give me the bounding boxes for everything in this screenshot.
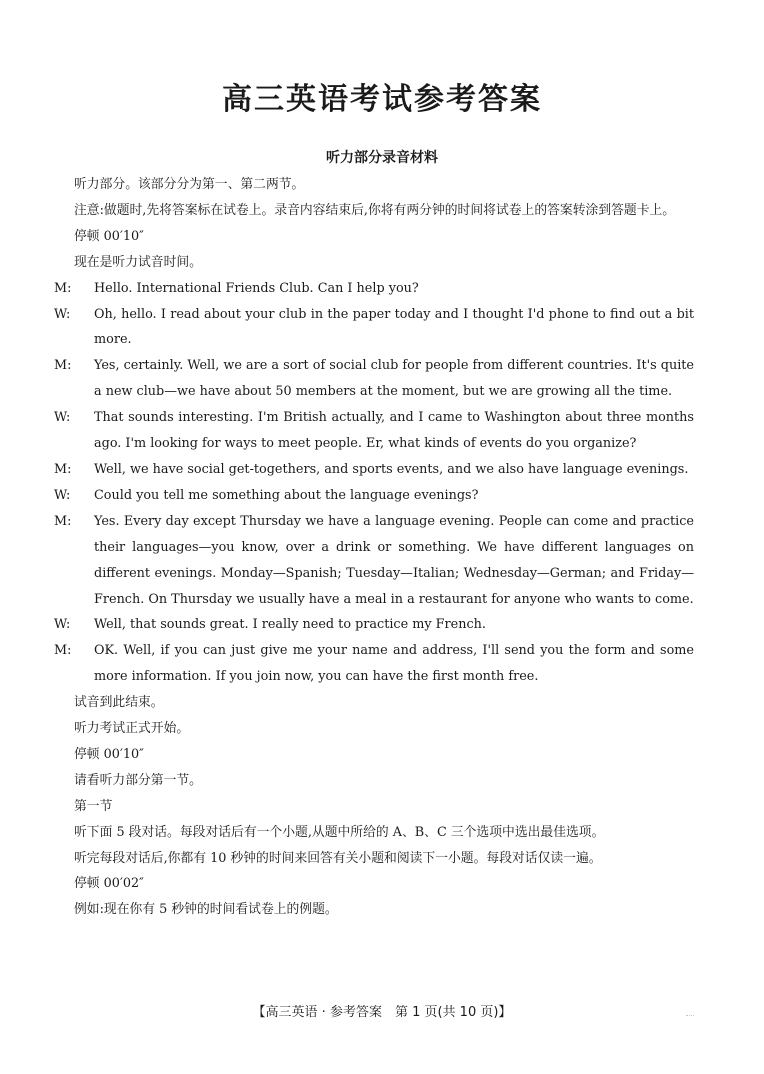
dialogue-line bbox=[54, 353, 694, 405]
transcript-body bbox=[54, 172, 694, 923]
dialogue-line bbox=[54, 638, 694, 690]
section-heading: 听力部分录音材料 bbox=[326, 150, 438, 166]
page-footer: 【高三英语 · 参考答案 第 1 页(共 10 页)】 bbox=[252, 1005, 512, 1020]
text-line: 听下面 5 段对话。每段对话后有一个小题,从题中所给的 A、B、C 三个选项中选出最佳选项。 bbox=[74, 824, 605, 840]
speaker-label: M: bbox=[54, 513, 72, 529]
dialogue-line bbox=[54, 405, 694, 457]
speaker-label: W: bbox=[54, 487, 71, 503]
text-line: 停顿 00′02″ bbox=[74, 876, 144, 892]
speaker-label: M: bbox=[54, 280, 72, 296]
dialogue-line bbox=[54, 612, 694, 638]
text-line: 注意:做题时,先将答案标在试卷上。录音内容结束后,你将有两分钟的时间将试卷上的答案转涂到答题卡上。 bbox=[74, 202, 676, 218]
dialogue-line bbox=[54, 457, 694, 483]
dialogue-text: OK. Well, if you can just give me your name and address, I'll send you the form and some more information. If you join now, you can have the first month free. bbox=[94, 643, 694, 685]
text-line: 试音到此结束。 bbox=[74, 695, 164, 711]
text-line: 请看听力部分第一节。 bbox=[74, 772, 202, 788]
dialogue-line bbox=[54, 302, 694, 354]
dialogue-line bbox=[54, 276, 694, 302]
dialogue-text: Yes, certainly. Well, we are a sort of social club for people from different countries. It's quite a new club—we have about 50 members at the moment, but we are growing all the time. bbox=[94, 358, 694, 400]
page-title: 高三英语考试参考答案 bbox=[222, 82, 542, 117]
text-line: 停顿 00′10″ bbox=[74, 228, 144, 244]
text-line: 听完每段对话后,你都有 10 秒钟的时间来回答有关小题和阅读下一小题。每段对话仅读一遍。 bbox=[74, 850, 602, 866]
speaker-label: M: bbox=[54, 643, 72, 659]
dialogue-text: Yes. Every day except Thursday we have a language evening. People can come and practice their languages—you know, over a drink or something. We have different languages on different evenings. Monday—Spanish; Tuesday—Italian; Wednesday—German; and Friday—French. On Thursday we usually have a meal in a restaurant for anyone who wants to come. bbox=[94, 513, 694, 607]
dialogue-text: Oh, hello. I read about your club in the paper today and I thought I'd phone to find out a bit more. bbox=[94, 306, 694, 348]
dialogue-text: Well, we have social get-togethers, and sports events, and we also have language evenings. bbox=[94, 461, 689, 477]
dialogue-text: That sounds interesting. I'm British actually, and I came to Washington about three months ago. I'm looking for ways to meet people. Er, what kinds of events do you organize? bbox=[94, 410, 694, 452]
text-line: 听力考试正式开始。 bbox=[74, 721, 190, 737]
text-line: 停顿 00′10″ bbox=[74, 746, 144, 762]
speaker-label: W: bbox=[54, 306, 71, 322]
dialogue-text: Hello. International Friends Club. Can I help you? bbox=[94, 280, 419, 296]
speaker-label: M: bbox=[54, 358, 72, 374]
dialogue-line bbox=[54, 509, 694, 613]
corner-mark bbox=[686, 1015, 694, 1016]
speaker-label: W: bbox=[54, 410, 71, 426]
text-line: 听力部分。该部分分为第一、第二两节。 bbox=[74, 177, 305, 192]
speaker-label: W: bbox=[54, 617, 71, 633]
text-line: 第一节 bbox=[74, 798, 113, 814]
dialogue-line bbox=[54, 483, 694, 509]
text-line: 现在是听力试音时间。 bbox=[74, 254, 202, 270]
speaker-label: M: bbox=[54, 461, 72, 477]
dialogue-text: Well, that sounds great. I really need to practice my French. bbox=[94, 617, 486, 633]
dialogue-text: Could you tell me something about the language evenings? bbox=[94, 487, 479, 503]
text-line: 例如:现在你有 5 秒钟的时间看试卷上的例题。 bbox=[74, 902, 338, 918]
